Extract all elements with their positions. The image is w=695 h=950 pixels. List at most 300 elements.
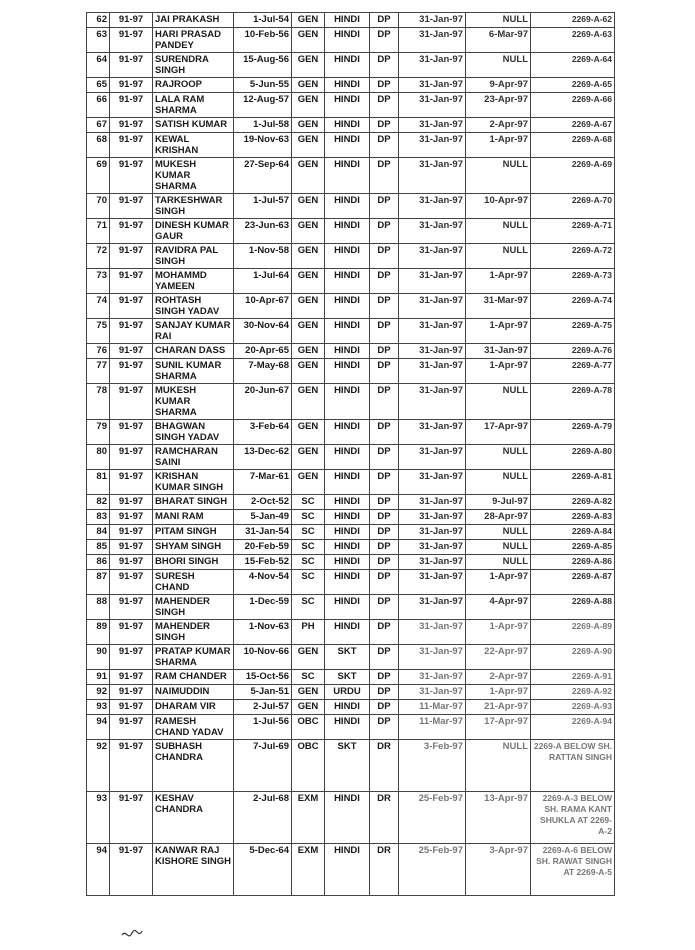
category-cell: GEN	[292, 645, 325, 670]
row-number-cell: 93	[87, 792, 110, 844]
category-cell: GEN	[292, 194, 325, 219]
table-row	[87, 595, 615, 620]
subject-cell: HINDI	[325, 194, 370, 219]
subject-cell: HINDI	[325, 93, 370, 118]
batch-year-cell: 91-97	[110, 740, 153, 792]
batch-year-cell: 91-97	[110, 700, 153, 715]
mode-cell: DP	[370, 715, 399, 740]
reference-number-cell: 2269-A-62	[531, 13, 615, 28]
mode-cell: DP	[370, 294, 399, 319]
relieving-date-cell: 22-Apr-97	[466, 645, 531, 670]
mode-cell: DP	[370, 420, 399, 445]
row-number-cell: 76	[87, 344, 110, 359]
mode-cell: DP	[370, 384, 399, 420]
date-of-birth-cell: 1-Jul-54	[234, 13, 292, 28]
reference-number-cell: 2269-A-74	[531, 294, 615, 319]
employee-name-cell: RAMESH CHAND YADAV	[153, 715, 234, 740]
row-number-cell: 69	[87, 158, 110, 194]
batch-year-cell: 91-97	[110, 555, 153, 570]
employee-name-cell: MUKESH KUMAR SHARMA	[153, 384, 234, 420]
date-of-birth-cell: 20-Feb-59	[234, 540, 292, 555]
relieving-date-cell: 13-Apr-97	[466, 792, 531, 844]
row-number-cell: 87	[87, 570, 110, 595]
row-number-cell: 93	[87, 700, 110, 715]
joining-date-cell: 31-Jan-97	[399, 359, 466, 384]
row-number-cell: 92	[87, 685, 110, 700]
employee-name-cell: SANJAY KUMAR RAI	[153, 319, 234, 344]
employee-name-cell: NAIMUDDIN	[153, 685, 234, 700]
subject-cell: HINDI	[325, 359, 370, 384]
row-number-cell: 94	[87, 715, 110, 740]
table-row	[87, 319, 615, 344]
reference-number-cell: 2269-A-90	[531, 645, 615, 670]
row-number-cell: 80	[87, 445, 110, 470]
date-of-birth-cell: 2-Jul-57	[234, 700, 292, 715]
batch-year-cell: 91-97	[110, 510, 153, 525]
subject-cell: HINDI	[325, 540, 370, 555]
row-number-cell: 85	[87, 540, 110, 555]
subject-cell: HINDI	[325, 510, 370, 525]
subject-cell: HINDI	[325, 844, 370, 896]
date-of-birth-cell: 2-Jul-68	[234, 792, 292, 844]
employee-name-cell: KEWAL KRISHAN	[153, 133, 234, 158]
mode-cell: DP	[370, 470, 399, 495]
category-cell: SC	[292, 495, 325, 510]
row-number-cell: 73	[87, 269, 110, 294]
row-number-cell: 88	[87, 595, 110, 620]
date-of-birth-cell: 1-Dec-59	[234, 595, 292, 620]
subject-cell: HINDI	[325, 445, 370, 470]
employee-name-cell: ROHTASH SINGH YADAV	[153, 294, 234, 319]
row-number-cell: 83	[87, 510, 110, 525]
date-of-birth-cell: 10-Feb-56	[234, 28, 292, 53]
relieving-date-cell: NULL	[466, 445, 531, 470]
table-row	[87, 53, 615, 78]
row-number-cell: 78	[87, 384, 110, 420]
table-row	[87, 359, 615, 384]
relieving-date-cell: 10-Apr-97	[466, 194, 531, 219]
date-of-birth-cell: 10-Nov-66	[234, 645, 292, 670]
mode-cell: DP	[370, 93, 399, 118]
joining-date-cell: 31-Jan-97	[399, 344, 466, 359]
relieving-date-cell: 17-Apr-97	[466, 715, 531, 740]
relieving-date-cell: 4-Apr-97	[466, 595, 531, 620]
date-of-birth-cell: 31-Jan-54	[234, 525, 292, 540]
table-row	[87, 620, 615, 645]
table-row	[87, 685, 615, 700]
joining-date-cell: 31-Jan-97	[399, 158, 466, 194]
table-row	[87, 93, 615, 118]
joining-date-cell: 31-Jan-97	[399, 28, 466, 53]
reference-number-cell: 2269-A-69	[531, 158, 615, 194]
joining-date-cell: 31-Jan-97	[399, 555, 466, 570]
joining-date-cell: 11-Mar-97	[399, 700, 466, 715]
employee-name-cell: PRATAP KUMAR SHARMA	[153, 645, 234, 670]
category-cell: GEN	[292, 319, 325, 344]
category-cell: GEN	[292, 158, 325, 194]
employee-name-cell: SURENDRA SINGH	[153, 53, 234, 78]
table-row	[87, 495, 615, 510]
reference-number-cell: 2269-A-65	[531, 78, 615, 93]
category-cell: GEN	[292, 384, 325, 420]
batch-year-cell: 91-97	[110, 570, 153, 595]
employee-name-cell: MUKESH KUMAR SHARMA	[153, 158, 234, 194]
joining-date-cell: 31-Jan-97	[399, 53, 466, 78]
employee-name-cell: PITAM SINGH	[153, 525, 234, 540]
category-cell: GEN	[292, 359, 325, 384]
reference-number-cell: 2269-A-94	[531, 715, 615, 740]
reference-number-cell: 2269-A-6 BELOW SH. RAWAT SINGH AT 2269-A-5	[531, 844, 615, 896]
subject-cell: HINDI	[325, 269, 370, 294]
row-number-cell: 82	[87, 495, 110, 510]
reference-number-cell: 2269-A-70	[531, 194, 615, 219]
row-number-cell: 74	[87, 294, 110, 319]
batch-year-cell: 91-97	[110, 359, 153, 384]
table-row	[87, 670, 615, 685]
relieving-date-cell: NULL	[466, 555, 531, 570]
subject-cell: HINDI	[325, 133, 370, 158]
table-row	[87, 420, 615, 445]
table-row	[87, 133, 615, 158]
table-row	[87, 540, 615, 555]
reference-number-cell: 2269-A-78	[531, 384, 615, 420]
subject-cell: SKT	[325, 645, 370, 670]
date-of-birth-cell: 1-Jul-64	[234, 269, 292, 294]
category-cell: GEN	[292, 78, 325, 93]
row-number-cell: 67	[87, 118, 110, 133]
table-row	[87, 28, 615, 53]
table-row	[87, 740, 615, 792]
category-cell: GEN	[292, 28, 325, 53]
joining-date-cell: 31-Jan-97	[399, 244, 466, 269]
pen-mark-icon	[120, 925, 150, 945]
row-number-cell: 84	[87, 525, 110, 540]
subject-cell: HINDI	[325, 470, 370, 495]
joining-date-cell: 31-Jan-97	[399, 78, 466, 93]
subject-cell: HINDI	[325, 28, 370, 53]
category-cell: SC	[292, 525, 325, 540]
joining-date-cell: 25-Feb-97	[399, 844, 466, 896]
batch-year-cell: 91-97	[110, 844, 153, 896]
row-number-cell: 68	[87, 133, 110, 158]
date-of-birth-cell: 7-May-68	[234, 359, 292, 384]
relieving-date-cell: 31-Jan-97	[466, 344, 531, 359]
relieving-date-cell: 2-Apr-97	[466, 118, 531, 133]
mode-cell: DP	[370, 700, 399, 715]
reference-number-cell: 2269-A-82	[531, 495, 615, 510]
joining-date-cell: 31-Jan-97	[399, 570, 466, 595]
joining-date-cell: 31-Jan-97	[399, 495, 466, 510]
batch-year-cell: 91-97	[110, 540, 153, 555]
row-number-cell: 71	[87, 219, 110, 244]
row-number-cell: 86	[87, 555, 110, 570]
category-cell: GEN	[292, 118, 325, 133]
batch-year-cell: 91-97	[110, 384, 153, 420]
batch-year-cell: 91-97	[110, 715, 153, 740]
employee-name-cell: HARI PRASAD PANDEY	[153, 28, 234, 53]
date-of-birth-cell: 5-Jan-49	[234, 510, 292, 525]
row-number-cell: 66	[87, 93, 110, 118]
reference-number-cell: 2269-A-68	[531, 133, 615, 158]
batch-year-cell: 91-97	[110, 269, 153, 294]
date-of-birth-cell: 19-Nov-63	[234, 133, 292, 158]
date-of-birth-cell: 12-Aug-57	[234, 93, 292, 118]
date-of-birth-cell: 5-Jan-51	[234, 685, 292, 700]
table-row	[87, 384, 615, 420]
batch-year-cell: 91-97	[110, 525, 153, 540]
category-cell: GEN	[292, 13, 325, 28]
row-number-cell: 79	[87, 420, 110, 445]
joining-date-cell: 3-Feb-97	[399, 740, 466, 792]
employee-name-cell: KESHAV CHANDRA	[153, 792, 234, 844]
relieving-date-cell: 1-Apr-97	[466, 269, 531, 294]
employee-name-cell: MAHENDER SINGH	[153, 620, 234, 645]
mode-cell: DP	[370, 118, 399, 133]
subject-cell: HINDI	[325, 158, 370, 194]
joining-date-cell: 31-Jan-97	[399, 645, 466, 670]
batch-year-cell: 91-97	[110, 495, 153, 510]
joining-date-cell: 31-Jan-97	[399, 93, 466, 118]
reference-number-cell: 2269-A-63	[531, 28, 615, 53]
relieving-date-cell: NULL	[466, 470, 531, 495]
category-cell: EXM	[292, 792, 325, 844]
row-number-cell: 62	[87, 13, 110, 28]
subject-cell: HINDI	[325, 13, 370, 28]
batch-year-cell: 91-97	[110, 158, 153, 194]
relieving-date-cell: NULL	[466, 244, 531, 269]
table-row	[87, 194, 615, 219]
joining-date-cell: 31-Jan-97	[399, 219, 466, 244]
reference-number-cell: 2269-A-73	[531, 269, 615, 294]
reference-number-cell: 2269-A-80	[531, 445, 615, 470]
batch-year-cell: 91-97	[110, 645, 153, 670]
reference-number-cell: 2269-A-87	[531, 570, 615, 595]
joining-date-cell: 31-Jan-97	[399, 670, 466, 685]
batch-year-cell: 91-97	[110, 445, 153, 470]
table-row	[87, 715, 615, 740]
subject-cell: HINDI	[325, 570, 370, 595]
joining-date-cell: 25-Feb-97	[399, 792, 466, 844]
reference-number-cell: 2269-A-75	[531, 319, 615, 344]
reference-number-cell: 2269-A-84	[531, 525, 615, 540]
batch-year-cell: 91-97	[110, 13, 153, 28]
date-of-birth-cell: 1-Jul-56	[234, 715, 292, 740]
mode-cell: DP	[370, 685, 399, 700]
table-row	[87, 792, 615, 844]
employee-name-cell: SURESH CHAND	[153, 570, 234, 595]
date-of-birth-cell: 15-Oct-56	[234, 670, 292, 685]
employee-name-cell: KANWAR RAJ KISHORE SINGH	[153, 844, 234, 896]
employee-name-cell: MAHENDER SINGH	[153, 595, 234, 620]
date-of-birth-cell: 5-Jun-55	[234, 78, 292, 93]
joining-date-cell: 31-Jan-97	[399, 194, 466, 219]
relieving-date-cell: NULL	[466, 384, 531, 420]
date-of-birth-cell: 23-Jun-63	[234, 219, 292, 244]
subject-cell: SKT	[325, 740, 370, 792]
subject-cell: HINDI	[325, 294, 370, 319]
reference-number-cell: 2269-A BELOW SH. RATTAN SINGH	[531, 740, 615, 792]
row-number-cell: 64	[87, 53, 110, 78]
row-number-cell: 81	[87, 470, 110, 495]
mode-cell: DP	[370, 344, 399, 359]
joining-date-cell: 31-Jan-97	[399, 445, 466, 470]
row-number-cell: 65	[87, 78, 110, 93]
subject-cell: HINDI	[325, 78, 370, 93]
subject-cell: HINDI	[325, 525, 370, 540]
reference-number-cell: 2269-A-93	[531, 700, 615, 715]
mode-cell: DP	[370, 269, 399, 294]
category-cell: GEN	[292, 53, 325, 78]
reference-number-cell: 2269-A-71	[531, 219, 615, 244]
employee-name-cell: BHARAT SINGH	[153, 495, 234, 510]
date-of-birth-cell: 1-Nov-63	[234, 620, 292, 645]
mode-cell: DP	[370, 359, 399, 384]
row-number-cell: 92	[87, 740, 110, 792]
date-of-birth-cell: 20-Apr-65	[234, 344, 292, 359]
relieving-date-cell: 1-Apr-97	[466, 133, 531, 158]
mode-cell: DR	[370, 740, 399, 792]
employee-name-cell: SHYAM SINGH	[153, 540, 234, 555]
relieving-date-cell: 9-Apr-97	[466, 78, 531, 93]
subject-cell: HINDI	[325, 495, 370, 510]
batch-year-cell: 91-97	[110, 244, 153, 269]
employee-name-cell: RAM CHANDER	[153, 670, 234, 685]
batch-year-cell: 91-97	[110, 194, 153, 219]
subject-cell: HINDI	[325, 555, 370, 570]
subject-cell: HINDI	[325, 118, 370, 133]
mode-cell: DP	[370, 244, 399, 269]
joining-date-cell: 31-Jan-97	[399, 420, 466, 445]
table-row	[87, 700, 615, 715]
subject-cell: HINDI	[325, 53, 370, 78]
table-row	[87, 510, 615, 525]
mode-cell: DP	[370, 670, 399, 685]
batch-year-cell: 91-97	[110, 319, 153, 344]
mode-cell: DP	[370, 158, 399, 194]
subject-cell: HINDI	[325, 384, 370, 420]
date-of-birth-cell: 2-Oct-52	[234, 495, 292, 510]
joining-date-cell: 31-Jan-97	[399, 118, 466, 133]
employee-name-cell: CHARAN DASS	[153, 344, 234, 359]
relieving-date-cell: 1-Apr-97	[466, 319, 531, 344]
relieving-date-cell: NULL	[466, 540, 531, 555]
category-cell: PH	[292, 620, 325, 645]
table-row	[87, 555, 615, 570]
employee-name-cell: RAJROOP	[153, 78, 234, 93]
category-cell: GEN	[292, 344, 325, 359]
joining-date-cell: 31-Jan-97	[399, 294, 466, 319]
date-of-birth-cell: 10-Apr-67	[234, 294, 292, 319]
row-number-cell: 94	[87, 844, 110, 896]
employee-name-cell: DHARAM VIR	[153, 700, 234, 715]
table-row	[87, 13, 615, 28]
table-row	[87, 445, 615, 470]
batch-year-cell: 91-97	[110, 670, 153, 685]
employee-name-cell: BHAGWAN SINGH YADAV	[153, 420, 234, 445]
category-cell: GEN	[292, 133, 325, 158]
relieving-date-cell: NULL	[466, 740, 531, 792]
joining-date-cell: 31-Jan-97	[399, 470, 466, 495]
table-row	[87, 269, 615, 294]
reference-number-cell: 2269-A-86	[531, 555, 615, 570]
relieving-date-cell: 1-Apr-97	[466, 620, 531, 645]
batch-year-cell: 91-97	[110, 118, 153, 133]
row-number-cell: 89	[87, 620, 110, 645]
batch-year-cell: 91-97	[110, 219, 153, 244]
category-cell: OBC	[292, 715, 325, 740]
reference-number-cell: 2269-A-83	[531, 510, 615, 525]
subject-cell: SKT	[325, 670, 370, 685]
subject-cell: HINDI	[325, 700, 370, 715]
reference-number-cell: 2269-A-79	[531, 420, 615, 445]
mode-cell: DR	[370, 844, 399, 896]
employee-name-cell: TARKESHWAR SINGH	[153, 194, 234, 219]
batch-year-cell: 91-97	[110, 620, 153, 645]
joining-date-cell: 11-Mar-97	[399, 715, 466, 740]
table-row	[87, 344, 615, 359]
date-of-birth-cell: 5-Dec-64	[234, 844, 292, 896]
relieving-date-cell: NULL	[466, 158, 531, 194]
joining-date-cell: 31-Jan-97	[399, 595, 466, 620]
reference-number-cell: 2269-A-64	[531, 53, 615, 78]
employee-name-cell: JAI PRAKASH	[153, 13, 234, 28]
batch-year-cell: 91-97	[110, 93, 153, 118]
relieving-date-cell: 6-Mar-97	[466, 28, 531, 53]
category-cell: GEN	[292, 470, 325, 495]
table-row	[87, 219, 615, 244]
table-row	[87, 570, 615, 595]
relieving-date-cell: 21-Apr-97	[466, 700, 531, 715]
category-cell: GEN	[292, 420, 325, 445]
category-cell: GEN	[292, 685, 325, 700]
category-cell: GEN	[292, 445, 325, 470]
mode-cell: DP	[370, 133, 399, 158]
relieving-date-cell: 1-Apr-97	[466, 685, 531, 700]
reference-number-cell: 2269-A-89	[531, 620, 615, 645]
joining-date-cell: 31-Jan-97	[399, 269, 466, 294]
date-of-birth-cell: 1-Jul-57	[234, 194, 292, 219]
reference-number-cell: 2269-A-81	[531, 470, 615, 495]
mode-cell: DP	[370, 319, 399, 344]
reference-number-cell: 2269-A-91	[531, 670, 615, 685]
date-of-birth-cell: 3-Feb-64	[234, 420, 292, 445]
mode-cell: DP	[370, 13, 399, 28]
relieving-date-cell: NULL	[466, 53, 531, 78]
batch-year-cell: 91-97	[110, 344, 153, 359]
table-row	[87, 118, 615, 133]
employee-name-cell: MANI RAM	[153, 510, 234, 525]
date-of-birth-cell: 15-Aug-56	[234, 53, 292, 78]
subject-cell: HINDI	[325, 244, 370, 269]
subject-cell: HINDI	[325, 344, 370, 359]
batch-year-cell: 91-97	[110, 28, 153, 53]
date-of-birth-cell: 4-Nov-54	[234, 570, 292, 595]
category-cell: SC	[292, 555, 325, 570]
table-row	[87, 470, 615, 495]
mode-cell: DP	[370, 194, 399, 219]
mode-cell: DR	[370, 792, 399, 844]
subject-cell: HINDI	[325, 715, 370, 740]
batch-year-cell: 91-97	[110, 792, 153, 844]
reference-number-cell: 2269-A-3 BELOW SH. RAMA KANT SHUKLA AT 2269-A-2	[531, 792, 615, 844]
mode-cell: DP	[370, 525, 399, 540]
batch-year-cell: 91-97	[110, 78, 153, 93]
employee-name-cell: SATISH KUMAR	[153, 118, 234, 133]
category-cell: GEN	[292, 93, 325, 118]
subject-cell: HINDI	[325, 420, 370, 445]
mode-cell: DP	[370, 570, 399, 595]
relieving-date-cell: 23-Apr-97	[466, 93, 531, 118]
